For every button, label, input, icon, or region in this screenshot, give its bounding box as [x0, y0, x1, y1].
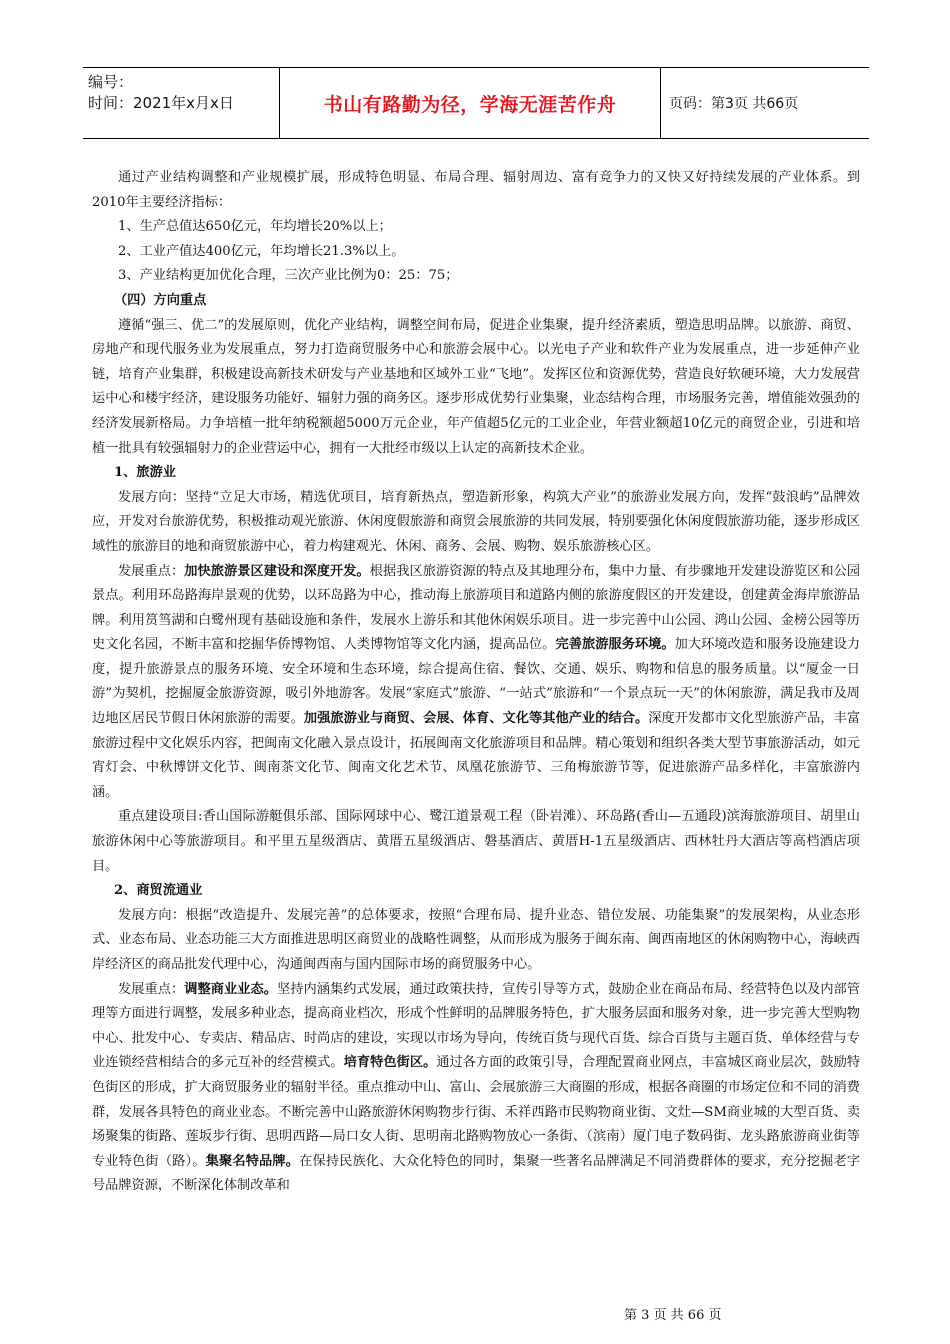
- page-footer: 第 3 页 共 66 页: [624, 1308, 722, 1323]
- bold-run: 加强旅游业与商贸、会展、体育、文化等其他产业的结合。: [303, 711, 649, 727]
- number-label: 编号：: [88, 73, 134, 91]
- header-meta: [83, 68, 280, 138]
- page-info: 页码：第3页 共66页: [669, 96, 799, 112]
- paragraph: 重点建设项目:香山国际游艇俱乐部、国际网球中心、鹭江道景观工程（卧岩滩）、环岛路(香山—五通段)滨海旅游项目、胡里山旅游休闲中心等旅游项目。和平里五星级酒店、黄厝五星级酒店、磐基酒店、黄厝H-1五星级酒店、西林牡丹大酒店等高档酒店项目。: [92, 809, 860, 874]
- bold-run: 集聚名特品牌。: [205, 1153, 300, 1169]
- paragraph: [92, 560, 860, 806]
- paragraph: 发展方向：坚持“立足大市场，精选优项目，培育新热点，塑造新形象，构筑大产业”的旅游业发展方向，发挥“鼓浪屿”品牌效应，开发对台旅游优势，积极推动观光旅游、休闲度假旅游和商贸会展旅游的共同发展，特别要强化休闲度假旅游功能，逐步形成区域性的旅游目的地和商贸旅游中心，着力构建观光、休闲、商务、会展、购物、娱乐旅游核心区。: [92, 489, 860, 554]
- text-run: 根据我区旅游资源的特点及其地理分布，集中力量、有步骤地开发建设游览区和公园景点。利用环岛路海岸景观的优势，以环岛路为中心，推动海上旅游项目和道路内侧的旅游度假区的开发建设，创建黄金海岸旅游品牌。利用筼筜湖和白鹭州现有基础设施和条件，发展水上游乐和其他休闲娱乐项目。进一步完善中山公园、鸿山公园、金榜公园等历史文化名园，不断丰富和挖掘华侨博物馆、人类博物馆等文化内涵，提高品位。: [92, 563, 861, 653]
- bold-run: 完善旅游服务环境。: [555, 637, 675, 653]
- text-run: 通过各方面的政策引导，合理配置商业网点，丰富城区商业层次，鼓励特色街区的形成，扩大商贸服务业的辐射半径。重点推动中山、富山、会展旅游三大商圈的形成，根据各商圈的市场定位和不同的消费群，发展各具特色的商业业态。不断完善中山路旅游休闲购物步行街、禾祥西路市民购物商业街、文灶—SM商业城的大型百货、卖场聚集的街路、莲坂步行街、思明西路—局口女人街、思明南北路购物放心一条街、（滨南）厦门电子数码街、龙头路旅游商业街等专业特色街（路）。: [92, 1055, 861, 1169]
- paragraph: [92, 978, 860, 1199]
- section-heading: 1、旅游业: [114, 465, 176, 481]
- header-table: [83, 67, 869, 139]
- bold-run: 调整商业业态。: [184, 981, 278, 997]
- list-item: 2、工业产值达400亿元，年均增长21.3%以上。: [118, 243, 405, 259]
- paragraph: 发展方向：根据“改造提升、发展完善”的总体要求，按照“合理布局、提升业态、错位发展、功能集聚”的发展架构，从业态形式、业态布局、业态功能三大方面推进思明区商贸业的战略性调整，从而形成为服务于闽东南、闽西南地区的休闲购物中心，海峡西岸经济区的商品批发代理中心，沟通闽西南与国内国际市场的商贸服务中心。: [92, 907, 860, 972]
- motto: 书山有路勤为径，学海无涯苦作舟: [280, 68, 661, 138]
- paragraph: 遵循“强三、优二”的发展原则，优化产业结构，调整空间布局，促进企业集聚，提升经济素质，塑造思明品牌。以旅游、商贸、房地产和现代服务业为发展重点，努力打造商贸服务中心和旅游会展中心。以光电子产业和软件产业为发展重点，进一步延伸产业链，培育产业集群，积极建设高新技术研发与产业基地和区域外工业“飞地”。发挥区位和资源优势，营造良好软硬环境，大力发展营运中心和楼宇经济，建设服务功能好、辐射力强的商务区。逐步形成优势行业集聚，业态结构合理，市场服务完善，增值能效强劲的经济发展新格局。力争培植一批年纳税额超5000万元企业，年产值超5亿元的工业企业，年营业额超10亿元的商贸企业，引进和培植一批具有较强辐射力的企业营运中心，拥有一大批经市级以上认定的高新技术企业。: [92, 317, 860, 456]
- text-run: 发展重点：: [118, 563, 185, 579]
- text-run: 加大环境改造和服务设施建设力度，提升旅游景点的服务环境、安全环境和生态环境，综合提高住宿、餐饮、交通、娱乐、购物和信息的服务质量。以“厦金一日游”为契机，挖掘厦金旅游资源，吸引外地游客。发展“家庭式”旅游、“一站式”旅游和“一个景点玩一天”的休闲旅游，满足我市及周边地区居民节假日休闲旅游的需要。: [92, 637, 861, 727]
- text-run: 坚持内涵集约式发展，通过政策扶持，宣传引导等方式，鼓励企业在商品布局、经营特色以及内部管理等方面进行调整，发展多种业态，提高商业档次，形成个性鲜明的品牌服务特色，扩大服务层面和服务对象，进一步完善大型购物中心、批发中心、专卖店、精品店、时尚店的建设，实现以市场为导向，传统百货与现代百货、综合百货与主题百货、单体经营与专业连锁经营相结合的多元互补的经营模式。: [92, 981, 861, 1071]
- section-heading: （四）方向重点: [114, 292, 207, 308]
- text-run: 在保持民族化、大众化特色的同时，集聚一些著名品牌满足不同消费群体的要求，充分挖掘老字号品牌资源，不断深化体制改革和: [92, 1153, 861, 1194]
- time-label: 时间：2021年x月x日: [88, 94, 234, 112]
- document-body: [92, 166, 860, 1199]
- paragraph: 通过产业结构调整和产业规模扩展，形成特色明显、布局合理、辐射周边、富有竞争力的又快又好持续发展的产业体系。到2010年主要经济指标：: [92, 170, 860, 210]
- text-run: 发展重点：: [118, 981, 185, 997]
- bold-run: 培育特色街区。: [343, 1055, 437, 1071]
- text-run: 深度开发都市文化型旅游产品，丰富旅游过程中文化娱乐内容，把闽南文化融入景点设计，拓展闽南文化旅游项目和品牌。精心策划和组织各类大型节事旅游活动，如元宵灯会、中秋博饼文化节、闽南茶文化节、闽南文化艺术节、凤凰花旅游节、三角梅旅游节等，促进旅游产品多样化，丰富旅游内涵。: [92, 711, 861, 800]
- bold-run: 加快旅游景区建设和深度开发。: [184, 563, 370, 579]
- section-heading: 2、商贸流通业: [114, 883, 203, 899]
- list-item: 1、生产总值达650亿元，年均增长20%以上；: [118, 219, 392, 235]
- list-item: 3、产业结构更加优化合理，三次产业比例为0：25：75；: [118, 268, 459, 284]
